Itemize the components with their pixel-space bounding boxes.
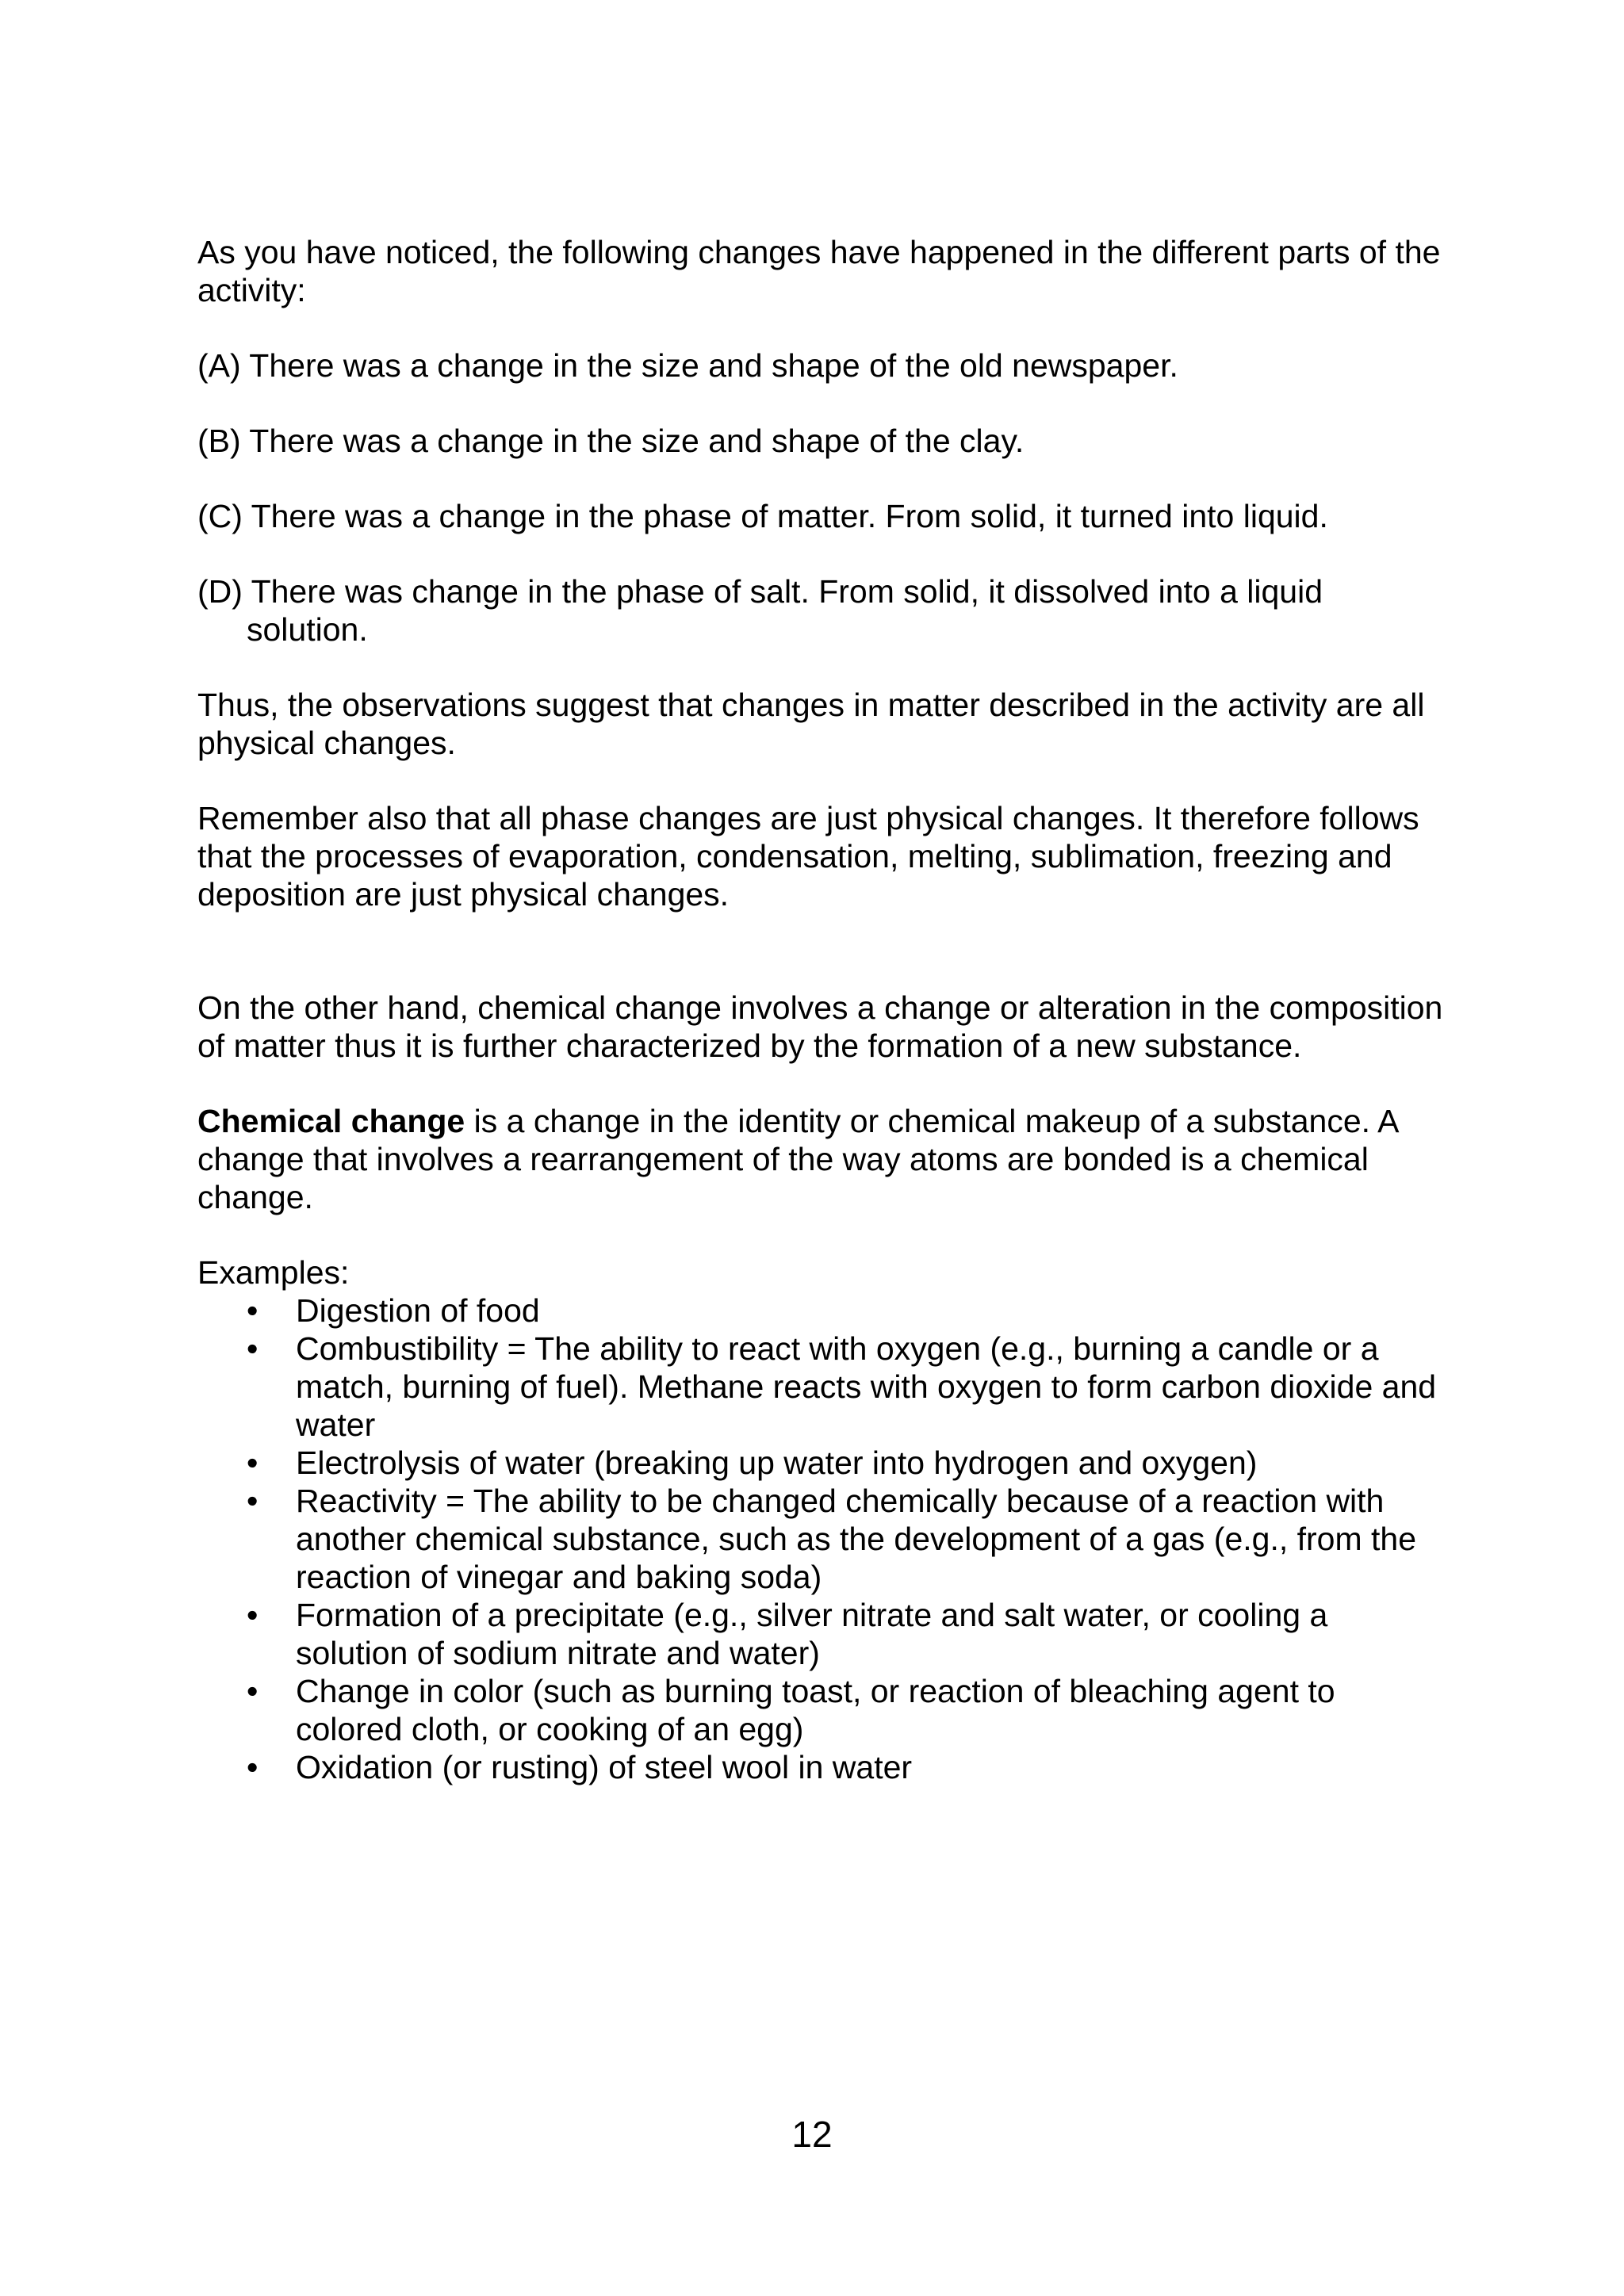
bullet-icon: • <box>247 1597 259 1633</box>
bullet-icon: • <box>247 1445 259 1481</box>
bullet-icon: • <box>247 1292 259 1329</box>
list-item <box>197 1330 1446 1444</box>
intro-paragraph: As you have noticed, the following changes have happened in the different parts of the activity: <box>197 234 1441 308</box>
list-item <box>197 1292 1446 1330</box>
list-item-text: Electrolysis of water (breaking up water into hydrogen and oxygen) <box>296 1445 1258 1481</box>
examples-label: Examples: <box>197 1254 350 1291</box>
list-item <box>197 1748 1446 1786</box>
bullet-icon: • <box>247 1673 259 1709</box>
list-item-text: Combustibility = The ability to react with oxygen (e.g., burning a candle or a match, burning of fuel). Methane reacts with oxygen to form carbon dioxide and water <box>296 1330 1437 1443</box>
observation-b: (B) There was a change in the size and shape of the clay. <box>197 423 1025 459</box>
list-item <box>197 1596 1446 1672</box>
bullet-icon: • <box>247 1483 259 1519</box>
list-item-text: Digestion of food <box>296 1292 540 1329</box>
bullet-icon: • <box>247 1749 259 1785</box>
list-item-text: Oxidation (or rusting) of steel wool in water <box>296 1749 913 1785</box>
examples-list <box>197 1292 1446 1786</box>
observation-d: (D) There was change in the phase of salt. From solid, it dissolved into a liquid solution. <box>197 573 1323 648</box>
definition-term: Chemical change <box>197 1103 465 1139</box>
definition-paragraph <box>197 1102 1446 1216</box>
phase-note-paragraph: Remember also that all phase changes are just physical changes. It therefore follows that the processes of evaporation, condensation, melting, sublimation, freezing and deposition are just physical changes. <box>197 800 1419 913</box>
chemical-intro-paragraph: On the other hand, chemical change involves a change or alteration in the composition of matter thus it is further characterized by the formation of a new substance. <box>197 989 1443 1064</box>
list-item <box>197 1672 1446 1748</box>
definition-text: is a change in the identity or chemical makeup of a substance. A change that involves a rearrangement of the way atoms are bonded is a chemical change. <box>197 1103 1398 1215</box>
list-item <box>197 1482 1446 1596</box>
observation-c: (C) There was a change in the phase of matter. From solid, it turned into liquid. <box>197 498 1328 534</box>
list-item-text: Change in color (such as burning toast, or reaction of bleaching agent to colored cloth, or cooking of an egg) <box>296 1673 1335 1747</box>
list-item <box>197 1444 1446 1482</box>
list-item-text: Formation of a precipitate (e.g., silver nitrate and salt water, or cooling a solution of sodium nitrate and water) <box>296 1597 1328 1671</box>
conclusion-paragraph: Thus, the observations suggest that changes in matter described in the activity are all physical changes. <box>197 687 1425 761</box>
document-body <box>197 233 1446 1786</box>
bullet-icon: • <box>247 1330 259 1367</box>
observation-a: (A) There was a change in the size and shape of the old newspaper. <box>197 347 1178 384</box>
list-item-text: Reactivity = The ability to be changed chemically because of a reaction with another chemical substance, such as the development of a gas (e.g., from the reaction of vinegar and baking soda) <box>296 1483 1417 1595</box>
page-number: 12 <box>791 2114 833 2155</box>
blank-line <box>197 951 1446 989</box>
